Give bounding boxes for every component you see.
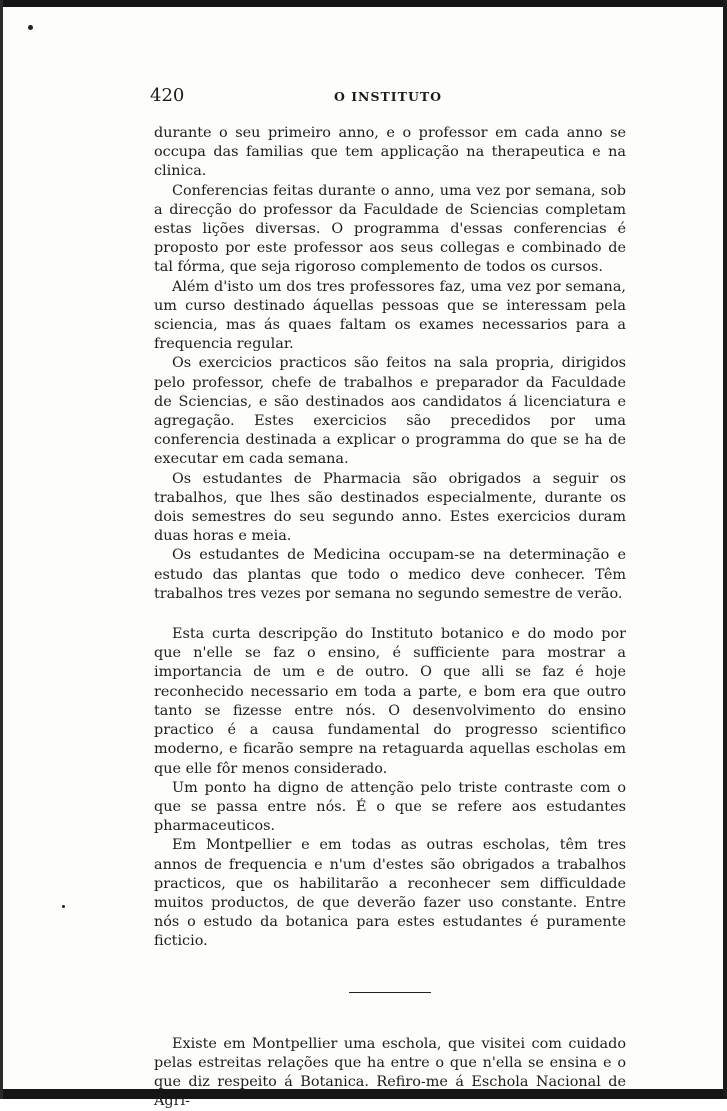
paragraph: Conferencias feitas durante o anno, uma vez por semana, sob a direcção do professor da Faculdade de Sciencias completam estas lições diversas. O programma d'essas conferencias é proposto por este professor aos seus collegas e combinado de tal fórma, que seja rigoroso complemento de todos os cursos.: [154, 182, 626, 276]
text-section: [154, 625, 626, 951]
page-body: [154, 124, 626, 1111]
text-section: [154, 124, 626, 604]
paragraph: Existe em Montpellier uma eschola, que visitei com cuidado pelas estreitas relações que ha entre o que n'ella se ensina e o que diz respeito á Botanica. Refiro-me á Eschola Nacional de Agri-: [154, 1035, 626, 1110]
page-header: [150, 86, 626, 108]
scan-edge-top: [0, 0, 727, 7]
scan-edge-right: [723, 0, 727, 1099]
paragraph: Além d'isto um dos tres professores faz, uma vez por semana, um curso destinado áquellas pessoas que se interessam pela sciencia, mas ás quaes faltam os exames necessarios para a frequencia regular.: [154, 278, 626, 353]
text-section: [154, 1035, 626, 1111]
page-number: 420: [150, 85, 185, 106]
running-title: O INSTITUTO: [333, 89, 443, 104]
paragraph: Um ponto ha digno de attenção pelo triste contraste com o que se passa entre nós. É o que se refere aos estudantes pharmaceuticos.: [154, 779, 626, 835]
paragraph: Os estudantes de Medicina occupam-se na determinação e estudo das plantas que todo o medico deve conhecer. Têm trabalhos tres vezes por semana no segundo semestre de verão.: [154, 547, 626, 602]
paragraph: Em Montpellier e em todas as outras escholas, têm tres annos de frequencia e n'um d'estes são obrigados a trabalhos practicos, que os habilitarão a reconhecer sem difficuldade muitos productos, de que deverão fazer uso constante. Entre nós o estudo da botanica para estes estudantes é puramente ficticio.: [154, 837, 626, 950]
paragraph: Esta curta descripção do Instituto botanico e do modo por que n'elle se faz o ensino, é sufficiente para mostrar a importancia de um e de outro. O que alli se faz é hoje reconhecido necessario em toda a parte, e bom era que outro tanto se fizesse entre nós. O desenvolvimento do ensino practico é a causa fundamental do progresso scientifico moderno, e ficarão sempre na retaguarda aquellas escholas em que elle fôr menos considerado.: [154, 626, 626, 777]
section-divider: [349, 992, 431, 993]
scan-edge-left: [0, 0, 3, 1099]
scan-speck: [28, 25, 33, 30]
paragraph: durante o seu primeiro anno, e o professor em cada anno se occupa das familias que tem applicação na therapeutica e na clinica.: [154, 125, 626, 180]
paragraph: Os exercicios practicos são feitos na sala propria, dirigidos pelo professor, chefe de trabalhos e preparador da Faculdade de Sciencias, e são destinados aos candidatos á licenciatura e agregação. Estes exercicios são precedidos por uma conferencia destinada a explicar o programma do que se ha de executar em cada semana.: [154, 355, 626, 468]
scan-speck: [62, 905, 65, 908]
paragraph: Os estudantes de Pharmacia são obrigados a seguir os trabalhos, que lhes são destinados especialmente, durante os dois semestres do seu segundo anno. Estes exercicios duram duas horas e meia.: [154, 470, 626, 545]
